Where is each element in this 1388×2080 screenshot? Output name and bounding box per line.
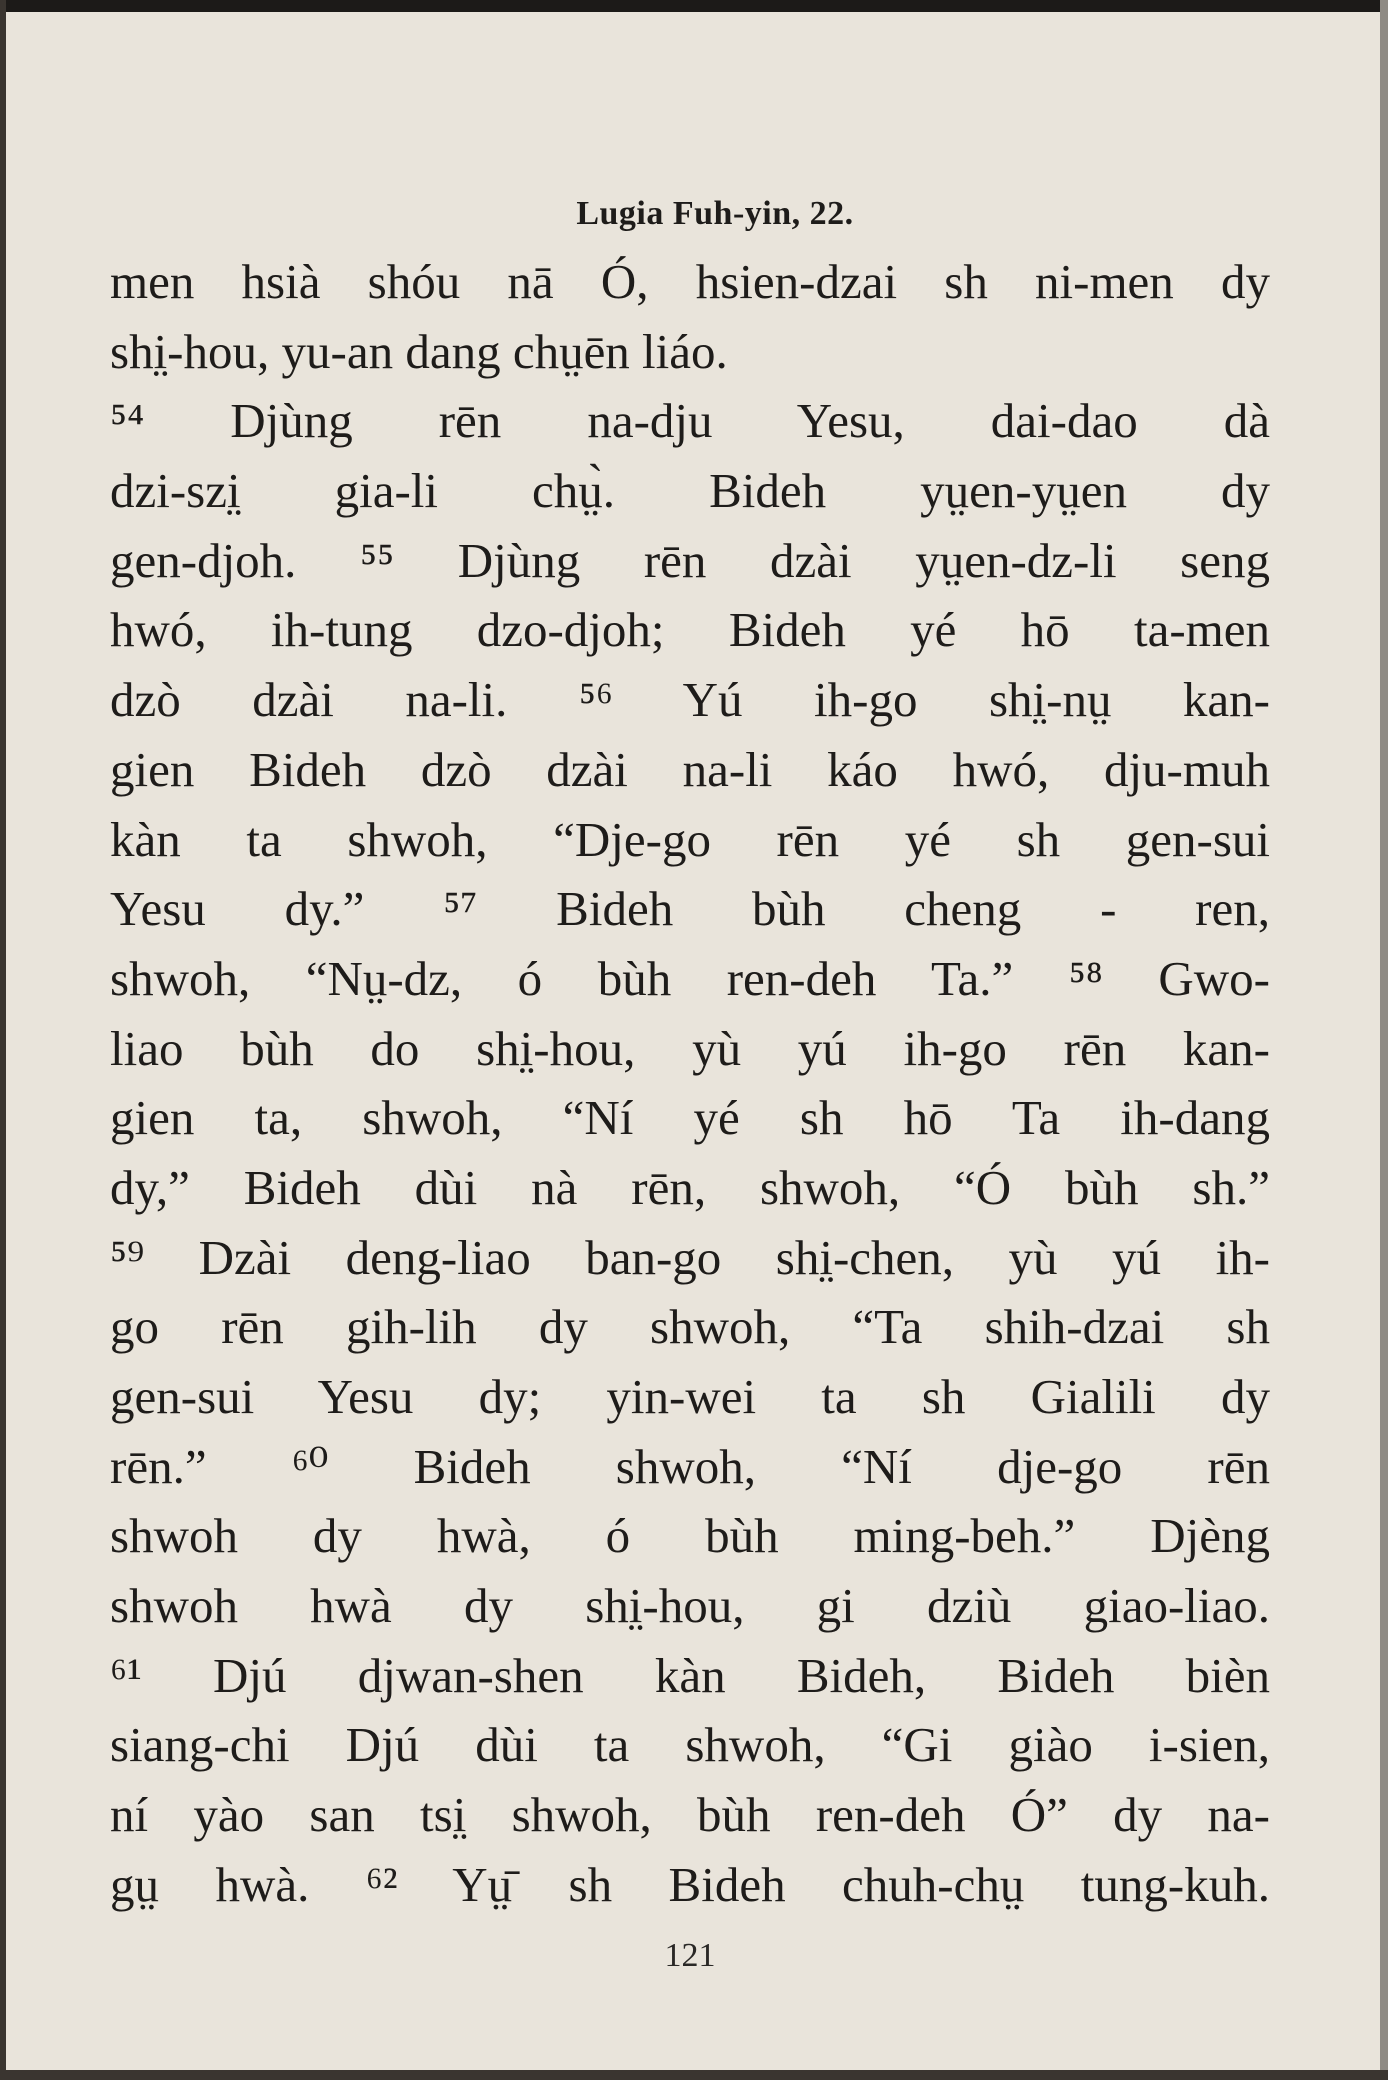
text-line: dzi-szi̤ gia-li chṳ̀. Bideh yṳen-yṳen dy xyxy=(110,463,1270,519)
running-head: Lugia Fuh-yin, 22. xyxy=(576,195,854,232)
text-line: kàn ta shwoh, “Dje-go rēn yé sh gen-sui xyxy=(110,811,1270,867)
text-line: ⁵⁴ Djùng rēn na-dju Yesu, dai-dao dà xyxy=(110,393,1270,449)
text-line: hwó, ih-tung dzo-djoh; Bideh yé hō ta-men xyxy=(110,602,1270,658)
text-block xyxy=(110,247,1270,1920)
text-line: go rēn gih-lih dy shwoh, “Ta shih-dzai sh xyxy=(110,1299,1270,1355)
text-line: shwoh hwà dy shi̤-hou, gi dziù giao-liao. xyxy=(110,1578,1270,1634)
scan-top-border xyxy=(0,0,1388,12)
text-line: ní yào san tsi̤ shwoh, bùh ren-deh Ó” dy na- xyxy=(110,1787,1270,1843)
page-body xyxy=(110,195,1270,1974)
text-line: shwoh dy hwà, ó bùh ming-beh.” Djèng xyxy=(110,1508,1270,1564)
text-line: dzò dzài na-li. ⁵⁶ Yú ih-go shi̤-nṳ kan- xyxy=(110,672,1270,728)
text-line: men hsià shóu nā Ó, hsien-dzai sh ni-men dy xyxy=(110,254,1270,309)
text-line: liao bùh do shi̤-hou, yù yú ih-go rēn kan- xyxy=(110,1020,1270,1076)
text-line: ⁶¹ Djú djwan-shen kàn Bideh, Bideh bièn xyxy=(110,1647,1270,1703)
text-line: shwoh, “Nṳ-dz, ó bùh ren-deh Ta.” ⁵⁸ Gwo- xyxy=(110,950,1270,1006)
scan-bottom-border xyxy=(0,2070,1388,2080)
scan-left-border xyxy=(0,0,6,2080)
text-line: dy,” Bideh dùi nà rēn, shwoh, “Ó bùh sh.” xyxy=(110,1159,1270,1215)
text-line: rēn.” ⁶⁰ Bideh shwoh, “Ní dje-go rēn xyxy=(110,1438,1270,1494)
text-line: ⁵⁹ Dzài deng-liao ban-go shi̤-chen, yù yú ih- xyxy=(110,1229,1270,1285)
text-line: gen-djoh. ⁵⁵ Djùng rēn dzài yṳen-dz-li seng xyxy=(110,532,1270,588)
page-number: 121 xyxy=(664,1937,716,1974)
text-line: gṳ hwà. ⁶² Yṳ̄ sh Bideh chuh-chṳ tung-kuh. xyxy=(110,1856,1270,1912)
text-line: gen-sui Yesu dy; yin-wei ta sh Gialili dy xyxy=(110,1369,1270,1424)
text-line: gien ta, shwoh, “Ní yé sh hō Ta ih-dang xyxy=(110,1090,1270,1146)
text-line: siang-chi Djú dùi ta shwoh, “Gi giào i-sien, xyxy=(110,1717,1270,1773)
text-line: gien Bideh dzò dzài na-li káo hwó, dju-muh xyxy=(110,741,1270,797)
text-line: shi̤-hou, yu-an dang chṳēn liáo. xyxy=(110,323,728,379)
scan-right-border xyxy=(1380,0,1388,2080)
text-line: Yesu dy.” ⁵⁷ Bideh bùh cheng - ren, xyxy=(110,881,1270,937)
